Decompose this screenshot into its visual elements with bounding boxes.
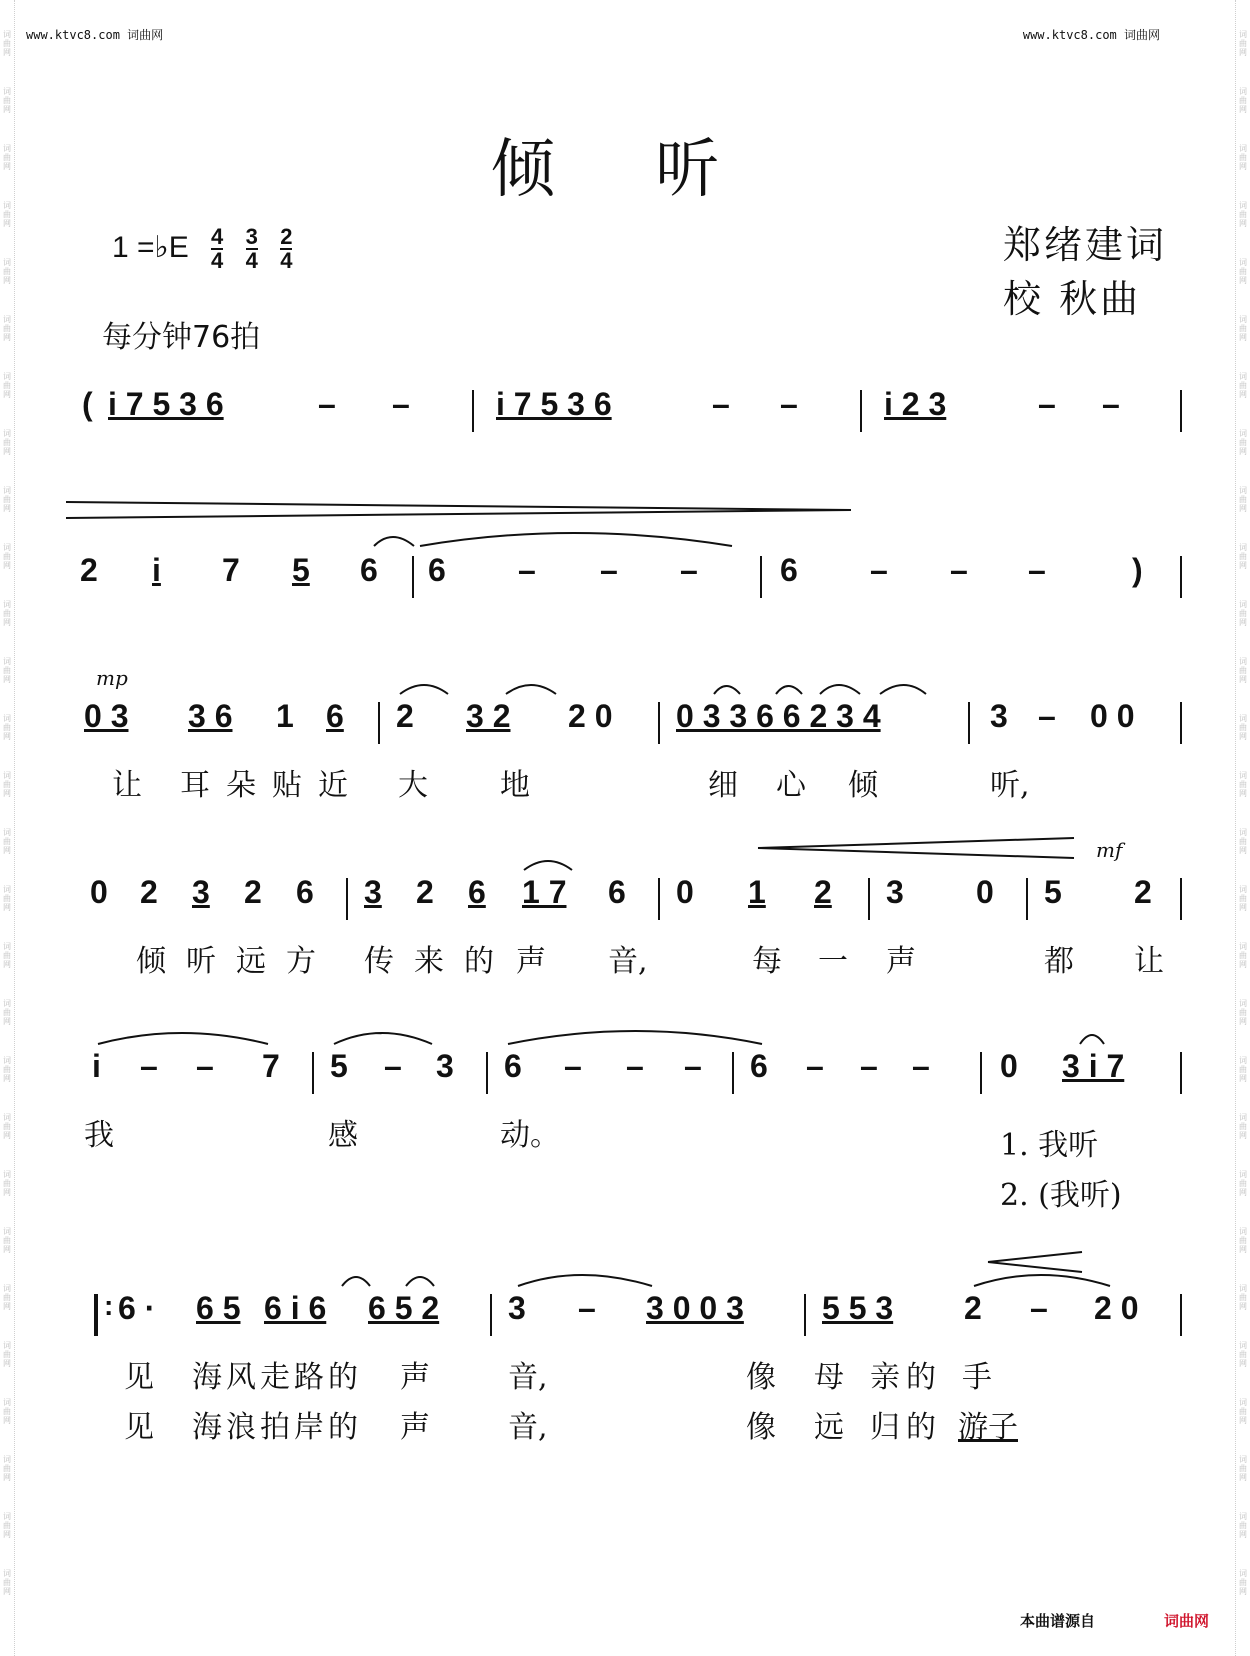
ending-2-lyric: 2. (我听): [1000, 1178, 1122, 1213]
lyric: 声: [400, 1410, 430, 1445]
side-watermark-text: 词曲网: [3, 486, 11, 513]
side-watermark-text: 词曲网: [1239, 1227, 1247, 1254]
barline: [486, 1052, 488, 1094]
note: i 7 5 3 6: [108, 386, 224, 422]
side-watermark-text: 词曲网: [3, 429, 11, 456]
note: 1 7: [522, 874, 567, 910]
note: 5 5 3: [822, 1290, 894, 1326]
slur-arc: [520, 850, 580, 872]
note: 2: [396, 698, 414, 734]
side-watermark-text: 词曲网: [1239, 600, 1247, 627]
time-signature-2: $\frac{3}{4}$: [245, 224, 258, 273]
barline: [1180, 1294, 1182, 1336]
note: 0: [1000, 1048, 1018, 1084]
lyric: 音,: [608, 944, 648, 979]
side-watermark-text: 词曲网: [1239, 543, 1247, 570]
side-watermark-text: 词曲网: [3, 657, 11, 684]
note: –: [1038, 698, 1056, 734]
barline: [804, 1294, 806, 1336]
note: i: [152, 552, 161, 588]
note: 7: [262, 1048, 280, 1084]
barline: [1026, 878, 1028, 920]
tie-arcs: [372, 526, 772, 548]
note: –: [392, 386, 410, 422]
note: 3 6: [188, 698, 233, 734]
note: –: [780, 386, 798, 422]
note: 5: [330, 1048, 348, 1084]
barline: [658, 702, 660, 744]
side-watermark-text: 词曲网: [1239, 828, 1247, 855]
note: 3 2: [466, 698, 511, 734]
side-watermark-text: 词曲网: [1239, 885, 1247, 912]
note: 0: [676, 874, 694, 910]
lyric: 见: [124, 1360, 154, 1395]
side-watermark-text: 词曲网: [3, 30, 11, 57]
note: 2: [1134, 874, 1152, 910]
lyric: 心: [776, 768, 806, 803]
header-right: www.ktvc8.com 词曲网: [1022, 28, 1160, 42]
side-watermark-text: 词曲网: [1239, 144, 1247, 171]
lyric: 手: [962, 1360, 992, 1395]
barline: [412, 556, 414, 598]
tempo-marking: 每分钟76拍: [102, 320, 261, 355]
barline: [1180, 390, 1182, 432]
lyric: 海风走路的: [192, 1360, 362, 1395]
side-watermark-text: 词曲网: [3, 315, 11, 342]
side-watermark-text: 词曲网: [1239, 1284, 1247, 1311]
note: ): [1132, 552, 1143, 588]
side-watermark-text: 词曲网: [3, 1512, 11, 1539]
lyric: 听,: [990, 768, 1030, 803]
side-watermark-text: 词曲网: [3, 1569, 11, 1596]
note: –: [1102, 386, 1120, 422]
side-watermark-text: 词曲网: [3, 144, 11, 171]
side-watermark-text: 词曲网: [1239, 1170, 1247, 1197]
side-watermark-text: 词曲网: [1239, 1398, 1247, 1425]
note: 0 0: [1090, 698, 1135, 734]
side-watermark-text: 词曲网: [3, 714, 11, 741]
side-watermark-text: 词曲网: [1239, 315, 1247, 342]
side-watermark-text: 词曲网: [1239, 201, 1247, 228]
lyric: 传来的: [364, 944, 514, 979]
header-left: www.ktvc8.com 词曲网: [26, 28, 164, 42]
lyric: 像: [746, 1360, 776, 1395]
side-watermark-text: 词曲网: [3, 1455, 11, 1482]
side-watermark-text: 词曲网: [1239, 429, 1247, 456]
composer-credit: 校 秋曲: [1003, 277, 1142, 321]
right-watermark-strip: [1235, 0, 1250, 1656]
note: 5: [292, 552, 310, 588]
barline: [472, 390, 474, 432]
lyric: 海浪拍岸的: [192, 1410, 362, 1445]
note: 2: [416, 874, 434, 910]
lyric: 大: [398, 768, 428, 803]
note: 6: [296, 874, 314, 910]
note: 6: [326, 698, 344, 734]
side-watermark-text: 词曲网: [3, 999, 11, 1026]
dynamic-mp: mp: [96, 666, 128, 690]
left-watermark-strip: [0, 0, 15, 1656]
note: –: [196, 1048, 214, 1084]
side-watermark-text: 词曲网: [1239, 372, 1247, 399]
barline: [1180, 556, 1182, 598]
note: –: [860, 1048, 878, 1084]
side-watermark-text: 词曲网: [3, 1170, 11, 1197]
lyric: 声: [886, 944, 916, 979]
lyric: 我: [84, 1118, 114, 1153]
note: 3: [508, 1290, 526, 1326]
note: 1: [748, 874, 766, 910]
note: 6: [780, 552, 798, 588]
barline: [968, 702, 970, 744]
barline: [732, 1052, 734, 1094]
note: 6: [360, 552, 378, 588]
tie-arcs: [96, 1022, 1176, 1046]
note: –: [1028, 552, 1046, 588]
note: 0: [976, 874, 994, 910]
note: 6 i 6: [264, 1290, 327, 1326]
note: 7: [222, 552, 240, 588]
side-watermark-text: 词曲网: [1239, 771, 1247, 798]
side-watermark-text: 词曲网: [3, 258, 11, 285]
side-watermark-text: 词曲网: [1239, 1512, 1247, 1539]
note: –: [712, 386, 730, 422]
side-watermark-text: 词曲网: [1239, 942, 1247, 969]
barline: [760, 556, 762, 598]
barline: [1180, 702, 1182, 744]
side-watermark-text: 词曲网: [1239, 657, 1247, 684]
note: 2: [244, 874, 262, 910]
lyric: 声: [400, 1360, 430, 1395]
slur-arcs: [396, 674, 976, 696]
song-title: 倾 听: [490, 133, 760, 207]
side-watermark-text: 词曲网: [3, 942, 11, 969]
lyric: 让: [1134, 944, 1164, 979]
note: –: [626, 1048, 644, 1084]
side-watermark-text: 词曲网: [1239, 258, 1247, 285]
side-watermark-text: 词曲网: [1239, 999, 1247, 1026]
side-watermark-text: 词曲网: [3, 1341, 11, 1368]
note: –: [384, 1048, 402, 1084]
side-watermark-text: 词曲网: [3, 1398, 11, 1425]
time-signature-1: $\frac{4}{4}$: [211, 224, 224, 273]
lyric: 感: [328, 1118, 358, 1153]
note: 2: [140, 874, 158, 910]
ending-1-lyric: 1. 我听: [1000, 1128, 1099, 1163]
side-watermark-text: 词曲网: [3, 1284, 11, 1311]
side-watermark-text: 词曲网: [1239, 1341, 1247, 1368]
lyric: 音,: [508, 1360, 548, 1395]
crescendo-hairpin: [756, 836, 1076, 860]
barline: [490, 1294, 492, 1336]
note: 3: [192, 874, 210, 910]
side-watermark-text: 词曲网: [3, 1227, 11, 1254]
side-watermark-text: 词曲网: [1239, 1113, 1247, 1140]
note: 3: [886, 874, 904, 910]
note: 6: [468, 874, 486, 910]
note: –: [564, 1048, 582, 1084]
lyric: 让: [112, 768, 142, 803]
note: 3: [436, 1048, 454, 1084]
note: 0 3: [84, 698, 129, 734]
note: 3: [990, 698, 1008, 734]
side-watermark-text: 词曲网: [3, 1056, 11, 1083]
footer-source: 本曲谱源自: [1020, 1612, 1096, 1630]
note: 3 0 0 3: [646, 1290, 744, 1326]
side-watermark-text: 词曲网: [3, 885, 11, 912]
note: –: [870, 552, 888, 588]
lyric: 音,: [508, 1410, 548, 1445]
barline: [312, 1052, 314, 1094]
lyric: 声: [516, 944, 546, 979]
lyric: 亲的: [870, 1360, 942, 1395]
lyric: 归的: [870, 1410, 942, 1445]
note: –: [600, 552, 618, 588]
side-watermark-text: 词曲网: [1239, 1569, 1247, 1596]
side-watermark-text: 词曲网: [3, 1113, 11, 1140]
note: –: [578, 1290, 596, 1326]
side-watermark-text: 词曲网: [1239, 87, 1247, 114]
note: 2 0: [568, 698, 613, 734]
note: i 7 5 3 6: [496, 386, 612, 422]
side-watermark-text: 词曲网: [1239, 30, 1247, 57]
lyric: 地: [500, 768, 530, 803]
side-watermark-text: 词曲网: [1239, 714, 1247, 741]
note: 2 0: [1094, 1290, 1139, 1326]
note: –: [912, 1048, 930, 1084]
note: 6: [504, 1048, 522, 1084]
barline: [1180, 1052, 1182, 1094]
lyric: 母: [814, 1360, 844, 1395]
dynamic-mf: mf: [1096, 838, 1123, 862]
note: –: [1030, 1290, 1048, 1326]
note: i 2 3: [884, 386, 947, 422]
key-signature: [112, 226, 292, 272]
note: 0: [90, 874, 108, 910]
note: 2: [964, 1290, 982, 1326]
barline: [868, 878, 870, 920]
note: 6: [428, 552, 446, 588]
note: –: [1038, 386, 1056, 422]
note: 6 5 2: [368, 1290, 440, 1326]
note: 1: [276, 698, 294, 734]
footer-site-link[interactable]: 词曲网: [1164, 1612, 1210, 1630]
lyric: 倾听远方: [136, 944, 336, 979]
note: 2: [814, 874, 832, 910]
barline: [860, 390, 862, 432]
lyric: 像: [746, 1410, 776, 1445]
repeat-start-barline: [94, 1294, 98, 1336]
tie-arcs: [340, 1264, 1160, 1288]
note: –: [680, 552, 698, 588]
lyric: 一: [818, 944, 848, 979]
note: 6: [750, 1048, 768, 1084]
side-watermark-text: 词曲网: [3, 828, 11, 855]
lyric: 倾: [848, 768, 878, 803]
note: (: [82, 386, 93, 422]
key-label: 1 =♭E: [112, 230, 189, 264]
side-watermark-text: 词曲网: [1239, 486, 1247, 513]
lyric: 细: [708, 768, 738, 803]
side-watermark-text: 词曲网: [1239, 1455, 1247, 1482]
note: –: [684, 1048, 702, 1084]
note: 3: [364, 874, 382, 910]
note: –: [140, 1048, 158, 1084]
lyric: 都: [1044, 944, 1074, 979]
barline: [346, 878, 348, 920]
lyric: 远: [814, 1410, 844, 1445]
note: 6 ·: [118, 1290, 156, 1326]
barline: [1180, 878, 1182, 920]
note: 5: [1044, 874, 1062, 910]
lyric: 动。: [500, 1118, 560, 1153]
side-watermark-text: 词曲网: [3, 201, 11, 228]
barline: [378, 702, 380, 744]
side-watermark-text: 词曲网: [3, 600, 11, 627]
barline: [658, 878, 660, 920]
note: 6 5: [196, 1290, 241, 1326]
side-watermark-text: 词曲网: [3, 87, 11, 114]
side-watermark-text: 词曲网: [1239, 1056, 1247, 1083]
barline: [980, 1052, 982, 1094]
side-watermark-text: 词曲网: [3, 771, 11, 798]
note: –: [518, 552, 536, 588]
note: –: [950, 552, 968, 588]
lyricist-credit: 郑绪建词: [1003, 223, 1168, 267]
lyric: 见: [124, 1410, 154, 1445]
time-signature-3: $\frac{2}{4}$: [280, 224, 293, 273]
note: 2: [80, 552, 98, 588]
diminuendo-hairpin: [66, 498, 856, 522]
side-watermark-text: 词曲网: [3, 543, 11, 570]
lyric: 每: [752, 944, 782, 979]
note: 6: [608, 874, 626, 910]
note: 0 3 3 6 6 2 3 4: [676, 698, 881, 734]
lyric: 游子: [958, 1410, 1018, 1445]
note: –: [806, 1048, 824, 1084]
repeat-dots: :: [104, 1290, 114, 1321]
note: i: [92, 1048, 101, 1084]
lyric: 耳朵贴近: [180, 768, 364, 803]
side-watermark-text: 词曲网: [3, 372, 11, 399]
note: –: [318, 386, 336, 422]
note: 3 i 7: [1062, 1048, 1125, 1084]
